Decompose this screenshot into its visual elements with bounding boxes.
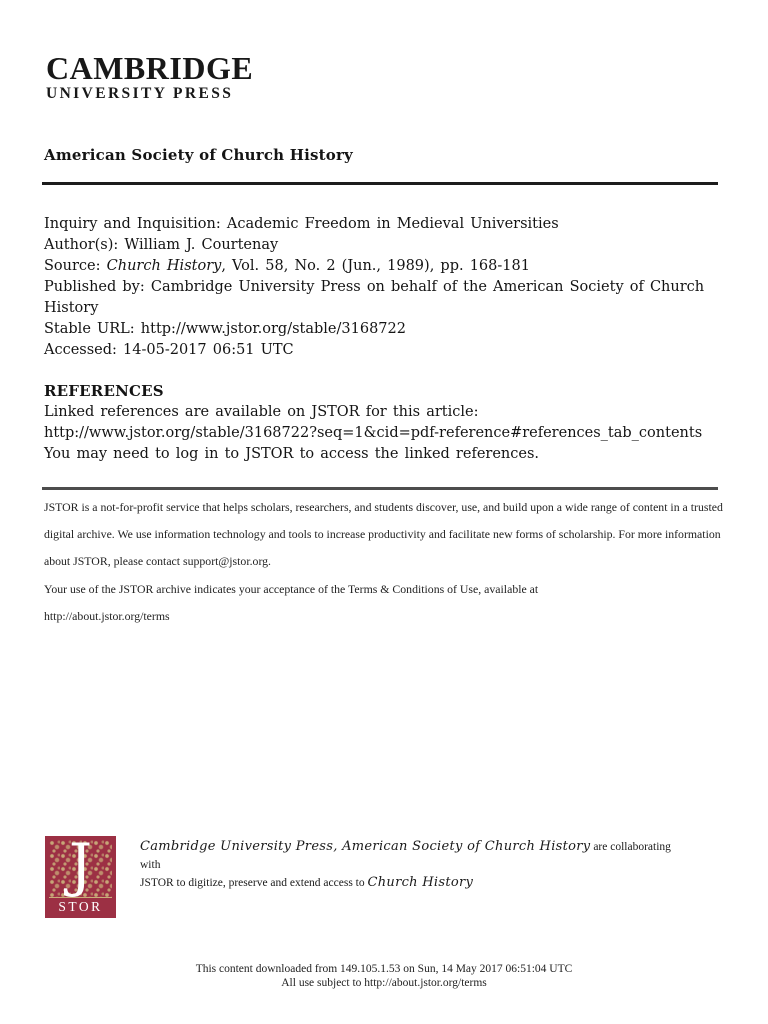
article-citation-block	[44, 214, 722, 361]
article-stable-url-line	[44, 319, 722, 340]
horizontal-rule-middle	[42, 487, 718, 490]
collaboration-note	[140, 838, 680, 893]
terms-line: Your use of the JSTOR archive indicates your acceptance of the Terms & Conditions of Use, available at	[44, 582, 539, 596]
footer-download-line: This content downloaded from 149.105.1.53 on Sun, 14 May 2017 06:51:04 UTC	[195, 963, 573, 975]
cambridge-university-press-logo	[46, 52, 253, 102]
collaboration-text1: are collaborating with	[140, 841, 671, 871]
horizontal-rule-top	[42, 182, 718, 185]
terms-paragraph	[44, 576, 724, 630]
article-published-by: Published by: Cambridge University Press on behalf of the American Society of Church History	[44, 279, 705, 316]
jstor-logo-stor: STOR	[49, 897, 112, 914]
references-url-line	[44, 423, 734, 444]
references-section	[44, 381, 734, 465]
jstor-blurb: JSTOR is a not-for-profit service that helps scholars, researchers, and students discover, use, and build upon a wide range of content in a trusted digital archive. We use information technology and tools to increase productivity and facilitate new forms of scholarship. For more information about JSTOR, please contact support@jstor.org.	[44, 500, 723, 568]
cambridge-logo-wordmark: CAMBRIDGE	[46, 50, 254, 86]
references-intro: Linked references are available on JSTOR for this article:	[44, 404, 479, 420]
collaboration-text2: JSTOR to digitize, preserve and extend access to	[140, 877, 368, 889]
jstor-logo-icon	[45, 831, 116, 918]
article-source-line	[44, 256, 722, 277]
society-heading: American Society of Church History	[44, 146, 353, 164]
article-authors: Author(s): William J. Courtenay	[44, 237, 279, 253]
jstor-logo-j: J	[68, 831, 93, 899]
cambridge-logo-subtitle: UNIVERSITY PRESS	[46, 85, 234, 102]
collaboration-journal: Church History	[367, 875, 474, 890]
footer-terms-line: All use subject to http://about.jstor.org/terms	[281, 977, 487, 989]
stable-url-label: Stable URL:	[44, 321, 141, 337]
references-heading: REFERENCES	[44, 382, 164, 400]
source-label: Source:	[44, 258, 107, 274]
terms-url[interactable]: http://about.jstor.org/terms	[44, 609, 170, 623]
references-note: You may need to log in to JSTOR to access the linked references.	[44, 446, 539, 462]
download-footer	[0, 962, 768, 990]
references-url-link[interactable]: http://www.jstor.org/stable/3168722?seq=1&cid=pdf-reference#references_tab_contents	[44, 425, 703, 441]
source-journal-title: Church History	[106, 258, 222, 274]
source-detail: , Vol. 58, No. 2 (Jun., 1989), pp. 168-181	[221, 258, 530, 274]
article-accessed: Accessed: 14-05-2017 06:51 UTC	[44, 342, 294, 358]
stable-url-link[interactable]: http://www.jstor.org/stable/3168722	[140, 321, 406, 337]
collaboration-partners: Cambridge University Press, American Society of Church History	[140, 839, 591, 854]
article-title: Inquiry and Inquisition: Academic Freedom in Medieval Universities	[44, 216, 559, 232]
